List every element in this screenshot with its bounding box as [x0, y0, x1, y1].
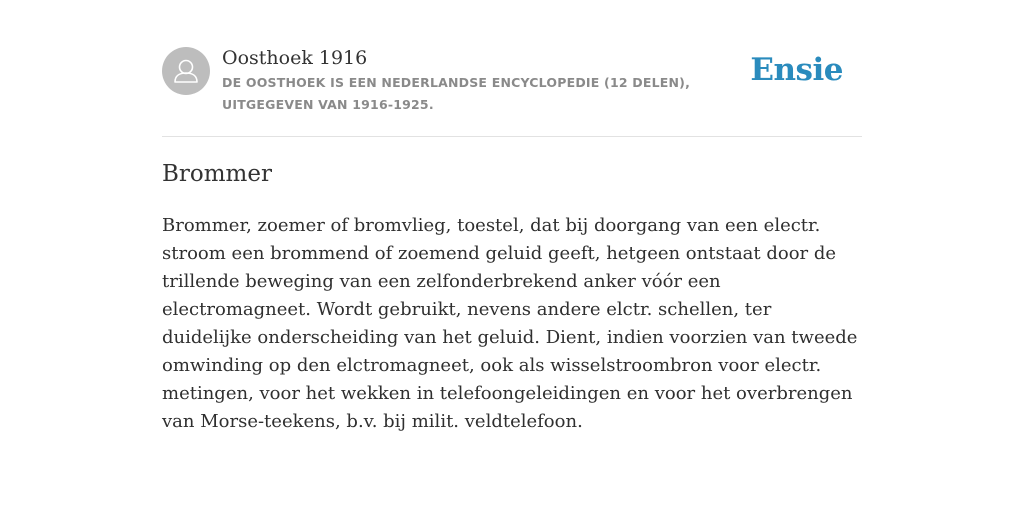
- avatar[interactable]: [162, 47, 210, 95]
- entry-title: Brommer: [162, 161, 272, 187]
- source-description: DE OOSTHOEK IS EEN NEDERLANDSE ENCYCLOPEDIE (12 DELEN), UITGEGEVEN VAN 1916-1925.: [222, 75, 691, 112]
- entry-body: Brommer, zoemer of bromvlieg, toestel, dat bij doorgang van een electr. stroom een brommend of zoemend geluid geeft, hetgeen ontstaat door de trillende beweging van een zelfonderbrekend anker vóór een electromagneet. Wordt gebruikt, nevens andere elctr. schellen, ter duidelijke onderscheiding van het geluid. Dient, indien voorzien van tweede omwinding op den elctromagneet, ook als wisselstroombron voor electr. metingen, voor het wekken in telefoongeleidingen en voor het overbrengen van Morse-teekens, b.v. bij milit. veldtelefoon.: [162, 215, 858, 432]
- ensie-logo[interactable]: Ensie: [750, 52, 843, 88]
- source-title[interactable]: Oosthoek 1916: [222, 47, 368, 69]
- page-content: [162, 0, 862, 432]
- source-header: [162, 0, 862, 137]
- user-placeholder-icon: [162, 47, 210, 95]
